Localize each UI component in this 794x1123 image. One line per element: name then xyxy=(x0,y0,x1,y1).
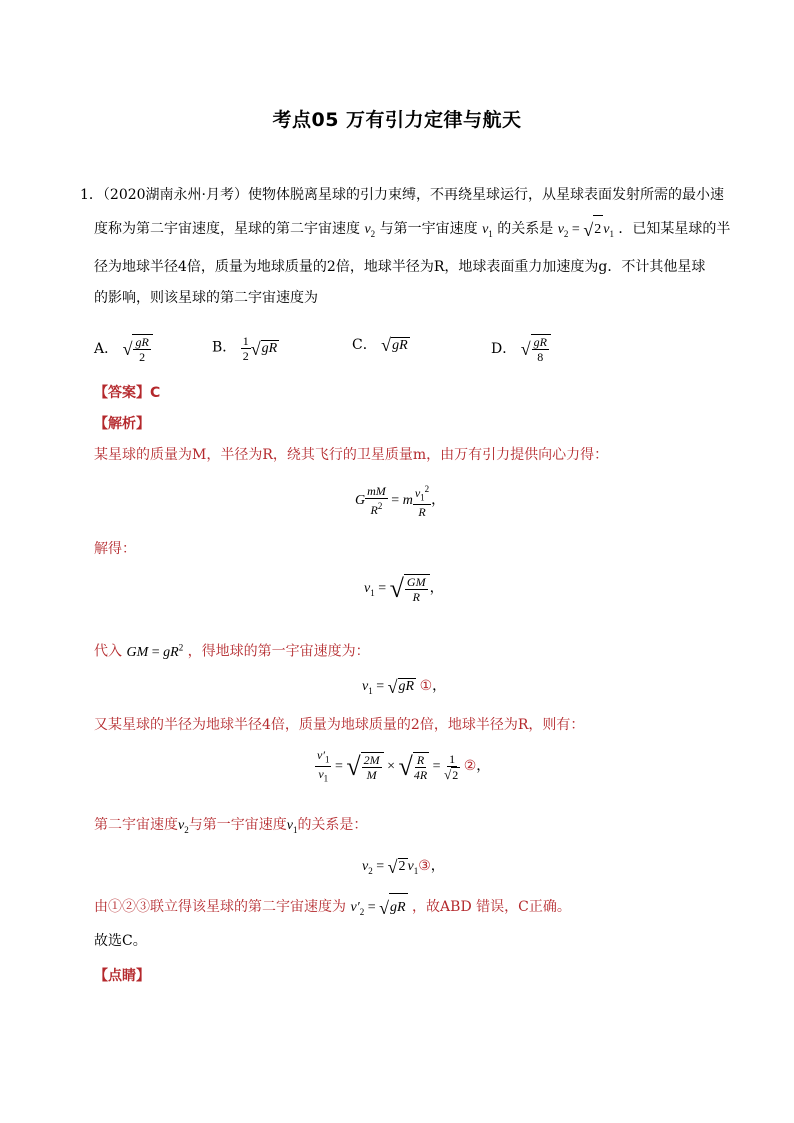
option-a-label: A． xyxy=(94,341,119,357)
substitute-text-a: 代入 xyxy=(94,643,122,660)
choose-line: 故选C。 xyxy=(94,933,147,949)
circle-marker-2: ② xyxy=(463,759,477,775)
question-line-4: 的影响，则该星球的第二宇宙速度为 xyxy=(94,290,318,306)
question-text-2a: 度称为第二宇宙速度，星球的第二宇宙速度 xyxy=(94,221,360,237)
equation-v2-relation: $v_2$ = √ 2 $v_1③$， xyxy=(362,856,445,877)
option-c-formula: √ gR xyxy=(381,335,408,355)
question-line-2 xyxy=(94,215,730,248)
circle-marker-3: ③ xyxy=(418,859,431,874)
question-text-2b: 与第一宇宙速度 xyxy=(379,221,478,237)
final-text-a: 由①②③联立得该星球的第二宇宙速度为 xyxy=(94,899,346,915)
equation-v1-gm: $v_1$ = √ $\frac{GM}{R}$ ， xyxy=(364,574,444,604)
page-title: 考点05 万有引力定律与航天 xyxy=(272,109,522,131)
explain-3 xyxy=(94,811,367,844)
option-c[interactable] xyxy=(352,334,410,354)
substitute-text-b: ，得地球的第一宇宙速度为： xyxy=(187,643,370,660)
option-a[interactable] xyxy=(94,334,153,364)
final-text-b: ，故ABD 错误，C正确。 xyxy=(412,899,571,915)
formula-v2-inline: $v_2$ xyxy=(178,818,189,835)
equation-v1-gr: $v_1$ = √ gR ①， xyxy=(362,676,447,697)
explain-3c: 的关系是： xyxy=(297,817,368,833)
comment-label: 【点睛】 xyxy=(94,968,150,984)
question-line-1 xyxy=(80,181,724,209)
option-c-label: C． xyxy=(352,337,377,353)
equation-ratio: $\frac{v'_1}{v_1}$ = √ $\frac{2M}{M}$ × √ $\frac{R}{4R}$ = 1 √ 2 ②， xyxy=(317,748,491,784)
question-text-1: 使物体脱离星球的引力束缚，不再绕星球运行，从星球表面发射所需的最小速 xyxy=(248,187,725,203)
option-d-formula: √ $\frac{gR}{8}$ xyxy=(521,334,551,364)
final-line xyxy=(94,893,571,926)
question-line-3: 径为地球半径4倍，质量为地球质量的2倍，地球半径为R，地球表面重力加速度为g．不计其他星球 xyxy=(94,259,706,275)
explain-3b: 与第一宇宙速度 xyxy=(188,817,287,833)
explain-1: 某星球的质量为M，半径为R，绕其飞行的卫星质量m，由万有引力提供向心力得： xyxy=(94,447,609,463)
question-text-2d: ．已知某星球的半 xyxy=(618,221,731,237)
formula-v2-relation: $v_2$ = √ 2 $v_1$ xyxy=(558,222,614,237)
option-b-label: B． xyxy=(212,339,237,356)
answer-label: 【答案】C xyxy=(94,385,161,401)
formula-v2: $v_2$ xyxy=(364,222,376,239)
option-d-label: D． xyxy=(491,341,517,357)
formula-gm-gr2: GM = $gR^2$ xyxy=(126,642,184,660)
question-text-2c: 的关系是 xyxy=(497,221,554,237)
formula-v1-inline: $v_1$ xyxy=(286,818,298,835)
option-d[interactable] xyxy=(491,334,551,364)
explain-2: 又某星球的半径为地球半径4倍，质量为地球质量的2倍，地球半径为R，则有： xyxy=(94,717,585,733)
circle-marker-1: ① xyxy=(419,679,433,694)
option-a-formula: √ $\frac{gR}{2}$ xyxy=(123,334,153,364)
equation-gravitation: G $\frac{mM}{R^2}$ = m $\frac{v_1^2}{R}$ ， xyxy=(355,484,446,520)
analysis-label: 【解析】 xyxy=(94,416,150,432)
option-b[interactable] xyxy=(212,334,279,363)
option-b-formula: $\frac{1}{2}$ √ gR xyxy=(242,334,278,363)
explain-3a: 第二宇宙速度 xyxy=(94,817,178,833)
substitute-line xyxy=(94,633,370,667)
solve-label: 解得： xyxy=(94,541,136,557)
question-number: 1． xyxy=(80,187,103,203)
question-source: （2020湖南永州·月考） xyxy=(102,187,249,203)
formula-v2-prime: $v'_2$ = √ gR xyxy=(350,900,407,915)
formula-v1: $v_1$ xyxy=(482,222,493,239)
